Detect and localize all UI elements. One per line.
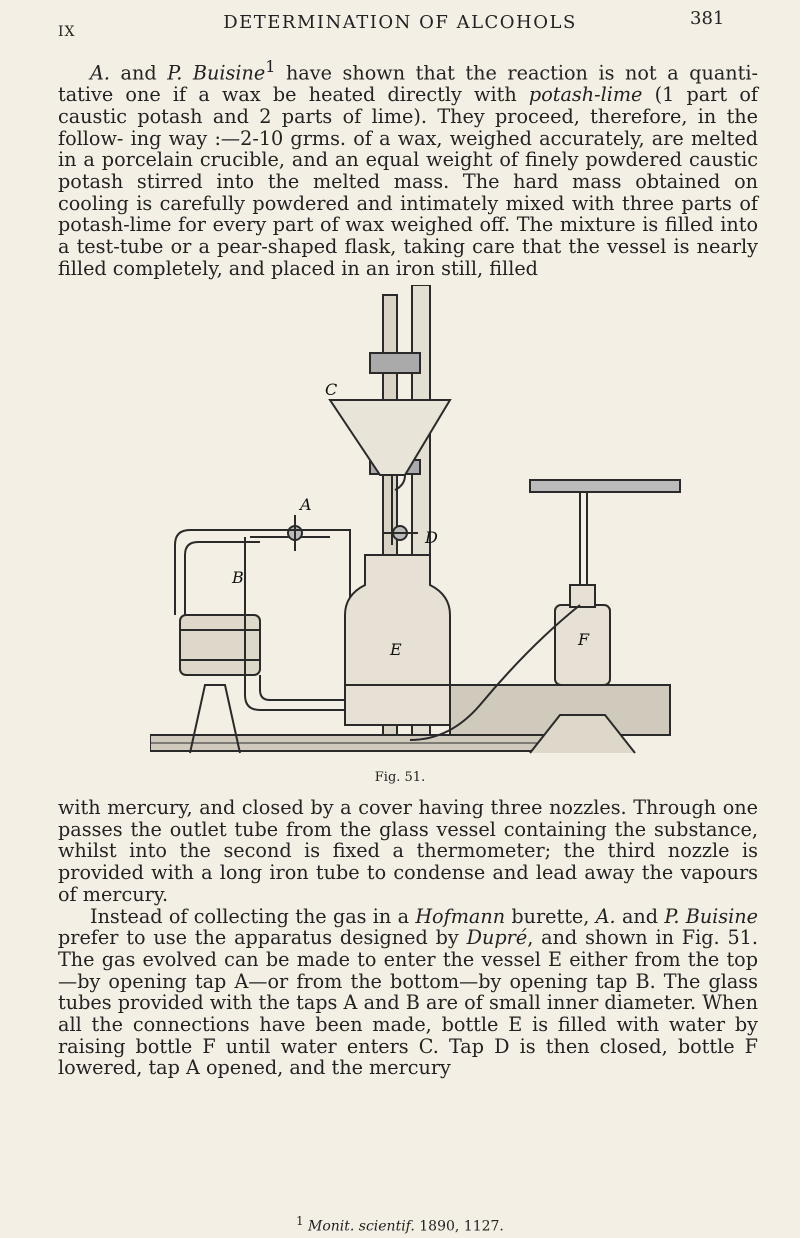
author-name: P. Buisine	[167, 61, 266, 85]
footnote-ref: 1	[265, 57, 276, 76]
text-run: and	[109, 61, 168, 85]
figure-caption: Fig. 51.	[374, 770, 426, 785]
footnote-mark: 1	[296, 1214, 304, 1228]
label-C: C	[325, 380, 338, 399]
footnote-rest: 1890, 1127.	[414, 1218, 504, 1235]
label-D: D	[425, 528, 438, 547]
footnote	[0, 1214, 800, 1235]
term-potash-lime: potash-lime	[528, 83, 643, 107]
label-F: F	[578, 630, 590, 649]
text-run: and	[615, 904, 665, 928]
author-initial: A.	[90, 61, 110, 85]
chapter-number: IX	[58, 24, 76, 40]
figure-51-apparatus	[150, 285, 690, 763]
paragraph-3	[58, 906, 758, 1080]
text-run: have shown that the reaction is not a quanti- tative one if a wax be heated directly with	[58, 61, 758, 107]
footnote-source: Monit. scientif.	[307, 1218, 415, 1235]
name-hofmann: Hofmann	[415, 904, 506, 928]
text-run: burette,	[505, 904, 596, 928]
paragraph-2	[58, 797, 758, 1079]
page-number: 381	[690, 8, 725, 29]
text-run: (1 part of caustic potash and 2 parts of lime). They proceed, therefore, in the follow- ing way :—2-10 grms. of a wax, weighed accurately, are melted in a porcelain crucible, and an equal weight of finely powdered caustic potash stirred into the melted mass. The hard mass obtained on cooling is carefully powdered and intimately mixed with three parts of potash-lime for every part of wax weighed off. The mixture is filled into a test-tube or a pear-shaped flask, taking care that the vessel is nearly filled completely, and placed in an iron still, filled	[58, 83, 759, 280]
label-E: E	[390, 640, 402, 659]
author-initial: A.	[595, 904, 616, 928]
text-run: , and shown in Fig. 51. The gas evolved can be made to enter the vessel E either from the top—by opening tap A—or from the bottom—by opening tap B. The glass tubes provided with the taps A and B are of small inner diameter. When all the connections have been made, bottle E is filled with water by raising bottle F until water enters C. Tap D is then closed, bottle F lowered, tap A opened, and the mercury	[58, 926, 758, 1080]
text-run: Instead of collecting the gas in a	[90, 904, 416, 928]
label-A: A	[300, 495, 312, 514]
paragraph-1	[58, 56, 758, 279]
author-name: P. Buisine	[664, 904, 759, 928]
text-run: prefer to use the apparatus designed by	[58, 926, 467, 950]
name-dupre: Dupré	[466, 926, 528, 950]
paragraph-2-text: with mercury, and closed by a cover having three nozzles. Through one passes the outlet tube from the glass vessel containing the substance, whilst into the second is fixed a thermometer; the third nozzle is provided with a long iron tube to condense and lead away the vapours of mercury.	[58, 796, 758, 906]
running-title: DETERMINATION OF ALCOHOLS	[223, 12, 577, 33]
page-header	[0, 8, 800, 38]
label-B: B	[232, 568, 244, 587]
